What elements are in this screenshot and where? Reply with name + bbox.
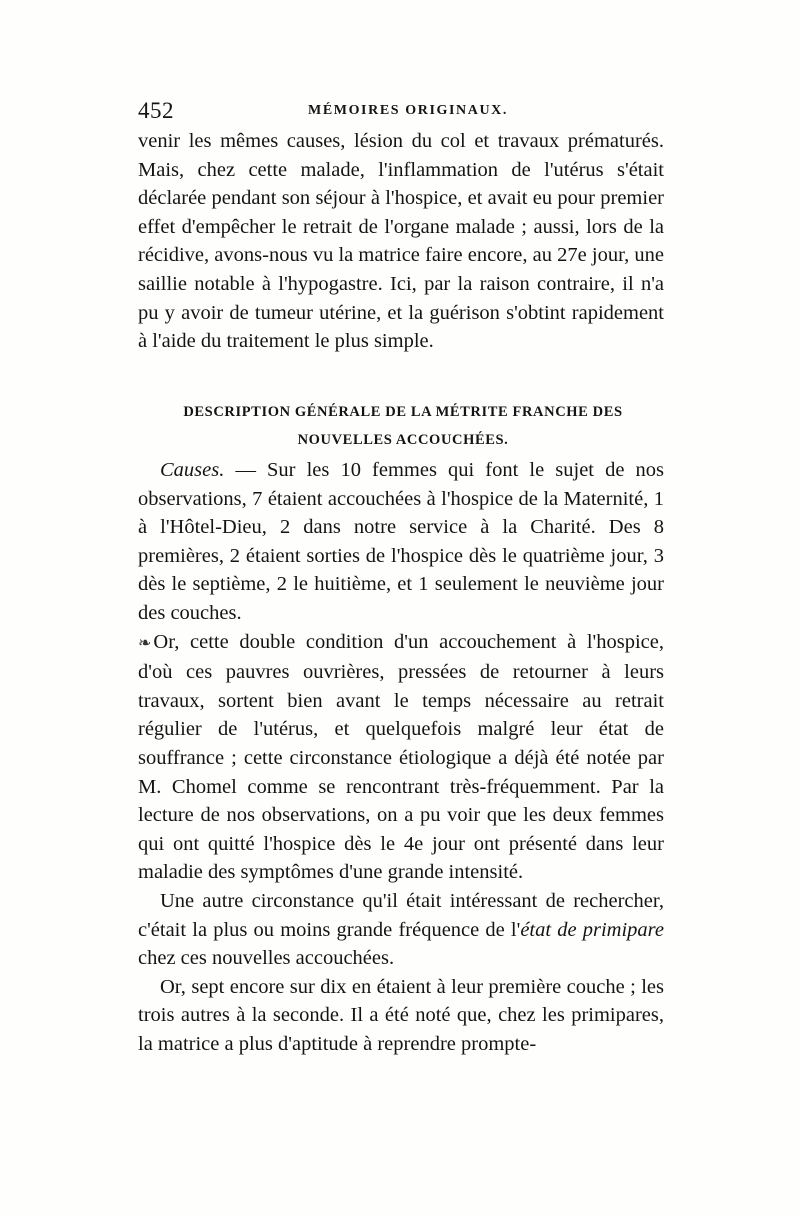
paragraph-autre-italic: état de primipare: [520, 918, 664, 941]
causes-text: — Sur les 10 femmes qui font le sujet de nos observations, 7 étaient accouchées à l'hospice de la Maternité, 1 à l'Hôtel-Dieu, 2 dans notre service à la Charité. Des 8 premières, 2 étaient sorties de l'hospice dès le quatrième jour, 3 dès le septième, 2 le huitième, et 1 seulement le neuvième jour des couches.: [138, 459, 664, 624]
paragraph-causes: [138, 456, 664, 628]
section-heading: DESCRIPTION GÉNÉRALE DE LA MÉTRITE FRANCHE DES NOUVELLES ACCOUCHÉES.: [183, 404, 623, 448]
running-head: MÉMOIRES ORIGINAUX.: [308, 103, 508, 118]
continuation-text: [138, 127, 664, 356]
paragraph-autre-before: Une autre circonstance qu'il était intéressant de rechercher, c'était la plus ou moins grande fréquence de l': [138, 889, 664, 941]
paragraph-continuation: venir les mêmes causes, lésion du col et travaux prématurés. Mais, chez cette malade, l'inflammation de l'utérus s'était déclarée pendant son séjour à l'hospice, et avait eu pour premier effet d'empêcher le retrait de l'organe malade ; aussi, lors de la récidive, avons-nous vu la matrice faire encore, au 27e jour, une saillie notable à l'hypogastre. Ici, par la raison contraire, il n'a pu y avoir de tumeur utérine, et la guérison s'obtint rapidement à l'aide du traitement le plus simple.: [138, 130, 664, 353]
paragraph-or: [138, 628, 664, 887]
paragraph-autre-after: chez ces nouvelles accouchées.: [138, 947, 395, 970]
paragraph-sept: Or, sept encore sur dix en étaient à leur première couche ; les trois autres à la seconde. Il a été noté que, chez les primipares, la matrice a plus d'aptitude à reprendre prompte-: [138, 975, 664, 1055]
paragraph-or-text: Or, cette double condition d'un accouchement à l'hospice, d'où ces pauvres ouvrières, pressées de retourner à leurs travaux, sortent bien avant le temps nécessaire au retrait régulier de l'utérus, et quelquefois malgré leur état de souffrance ; cette circonstance étiologique a déjà été notée par M. Chomel comme se rencontrant très-fréquemment. Par la lecture de nos observations, on a pu voir que les deux femmes qui ont quitté l'hospice dès le 4e jour ont présenté dans leur maladie des symptômes d'une grande intensité.: [138, 630, 664, 884]
ornament-icon: ❧: [138, 634, 152, 652]
causes-label: Causes.: [160, 459, 225, 481]
page-number: 452: [138, 98, 174, 123]
paragraph-autre: [138, 887, 664, 973]
page-header: [138, 98, 668, 128]
section-body: [138, 456, 664, 1058]
